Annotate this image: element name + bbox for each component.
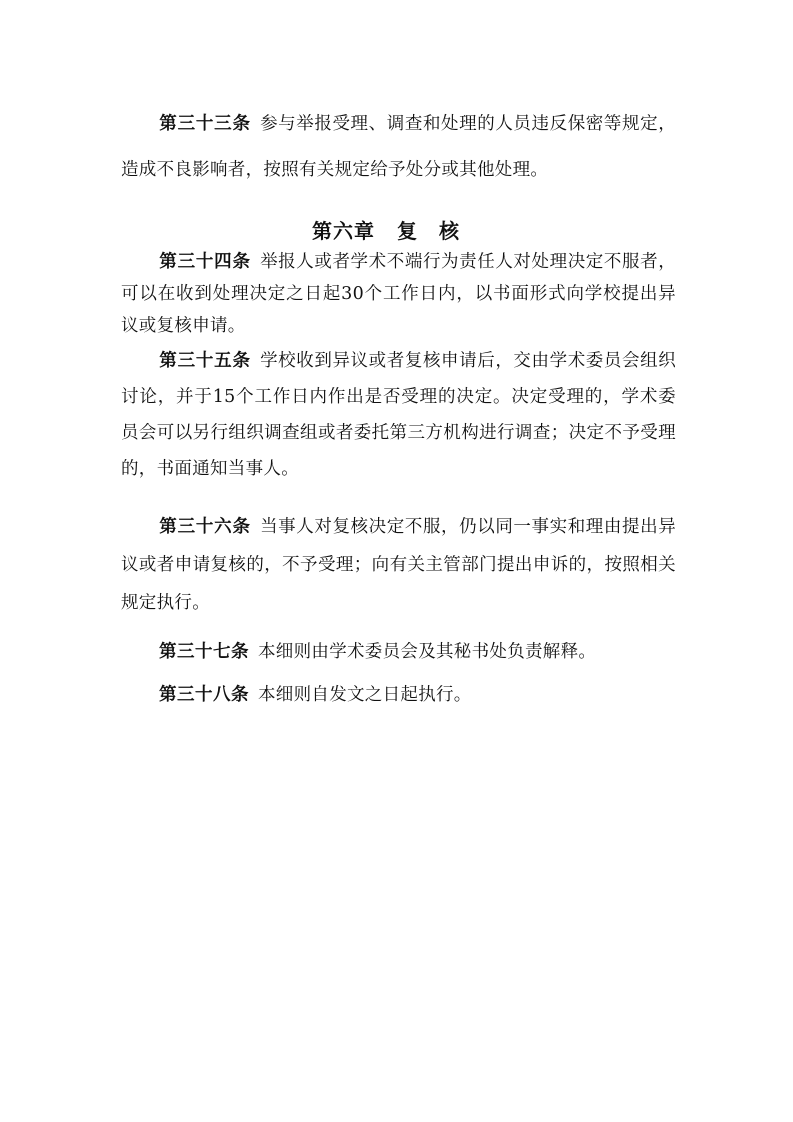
article-38: [121, 680, 676, 710]
article-text: 参与举报受理、调查和处理的人员违反保密等规定，造成不良影响者，按照有关规定给予处分或其他处理。: [121, 114, 676, 180]
article-37: [121, 637, 676, 667]
article-35: [121, 343, 676, 487]
article-number: 第三十八条: [159, 685, 249, 705]
article-text: 学校收到异议或者复核申请后，交由学术委员会组织讨论，并于15个工作日内作出是否受理的决定。决定受理的，学术委员会可以另行组织调查组或者委托第三方机构进行调查；决定不予受理的，书面通知当事人。: [121, 351, 676, 479]
article-text: 举报人或者学术不端行为责任人对处理决定不服者，可以在收到处理决定之日起30个工作日内，以书面形式向学校提出异议或复核申请。: [121, 252, 676, 336]
article-33: [121, 101, 676, 193]
chapter-title: 复核: [397, 219, 481, 243]
article-number: 第三十七条: [159, 642, 249, 662]
article-34: [121, 246, 676, 342]
article-number: 第三十五条: [159, 351, 251, 371]
article-number: 第三十四条: [159, 252, 251, 272]
article-number: 第三十六条: [159, 517, 251, 537]
article-text: 当事人对复核决定不服，仍以同一事实和理由提出异议或者申请复核的，不予受理；向有关主管部门提出申诉的，按照相关规定执行。: [121, 517, 676, 613]
chapter-heading: [0, 215, 793, 244]
article-number: 第三十三条: [159, 114, 251, 134]
article-36: [121, 508, 676, 622]
article-text: 本细则自发文之日起执行。: [258, 685, 472, 705]
article-text: 本细则由学术委员会及其秘书处负责解释。: [258, 642, 597, 662]
chapter-number: 第六章: [312, 219, 375, 243]
